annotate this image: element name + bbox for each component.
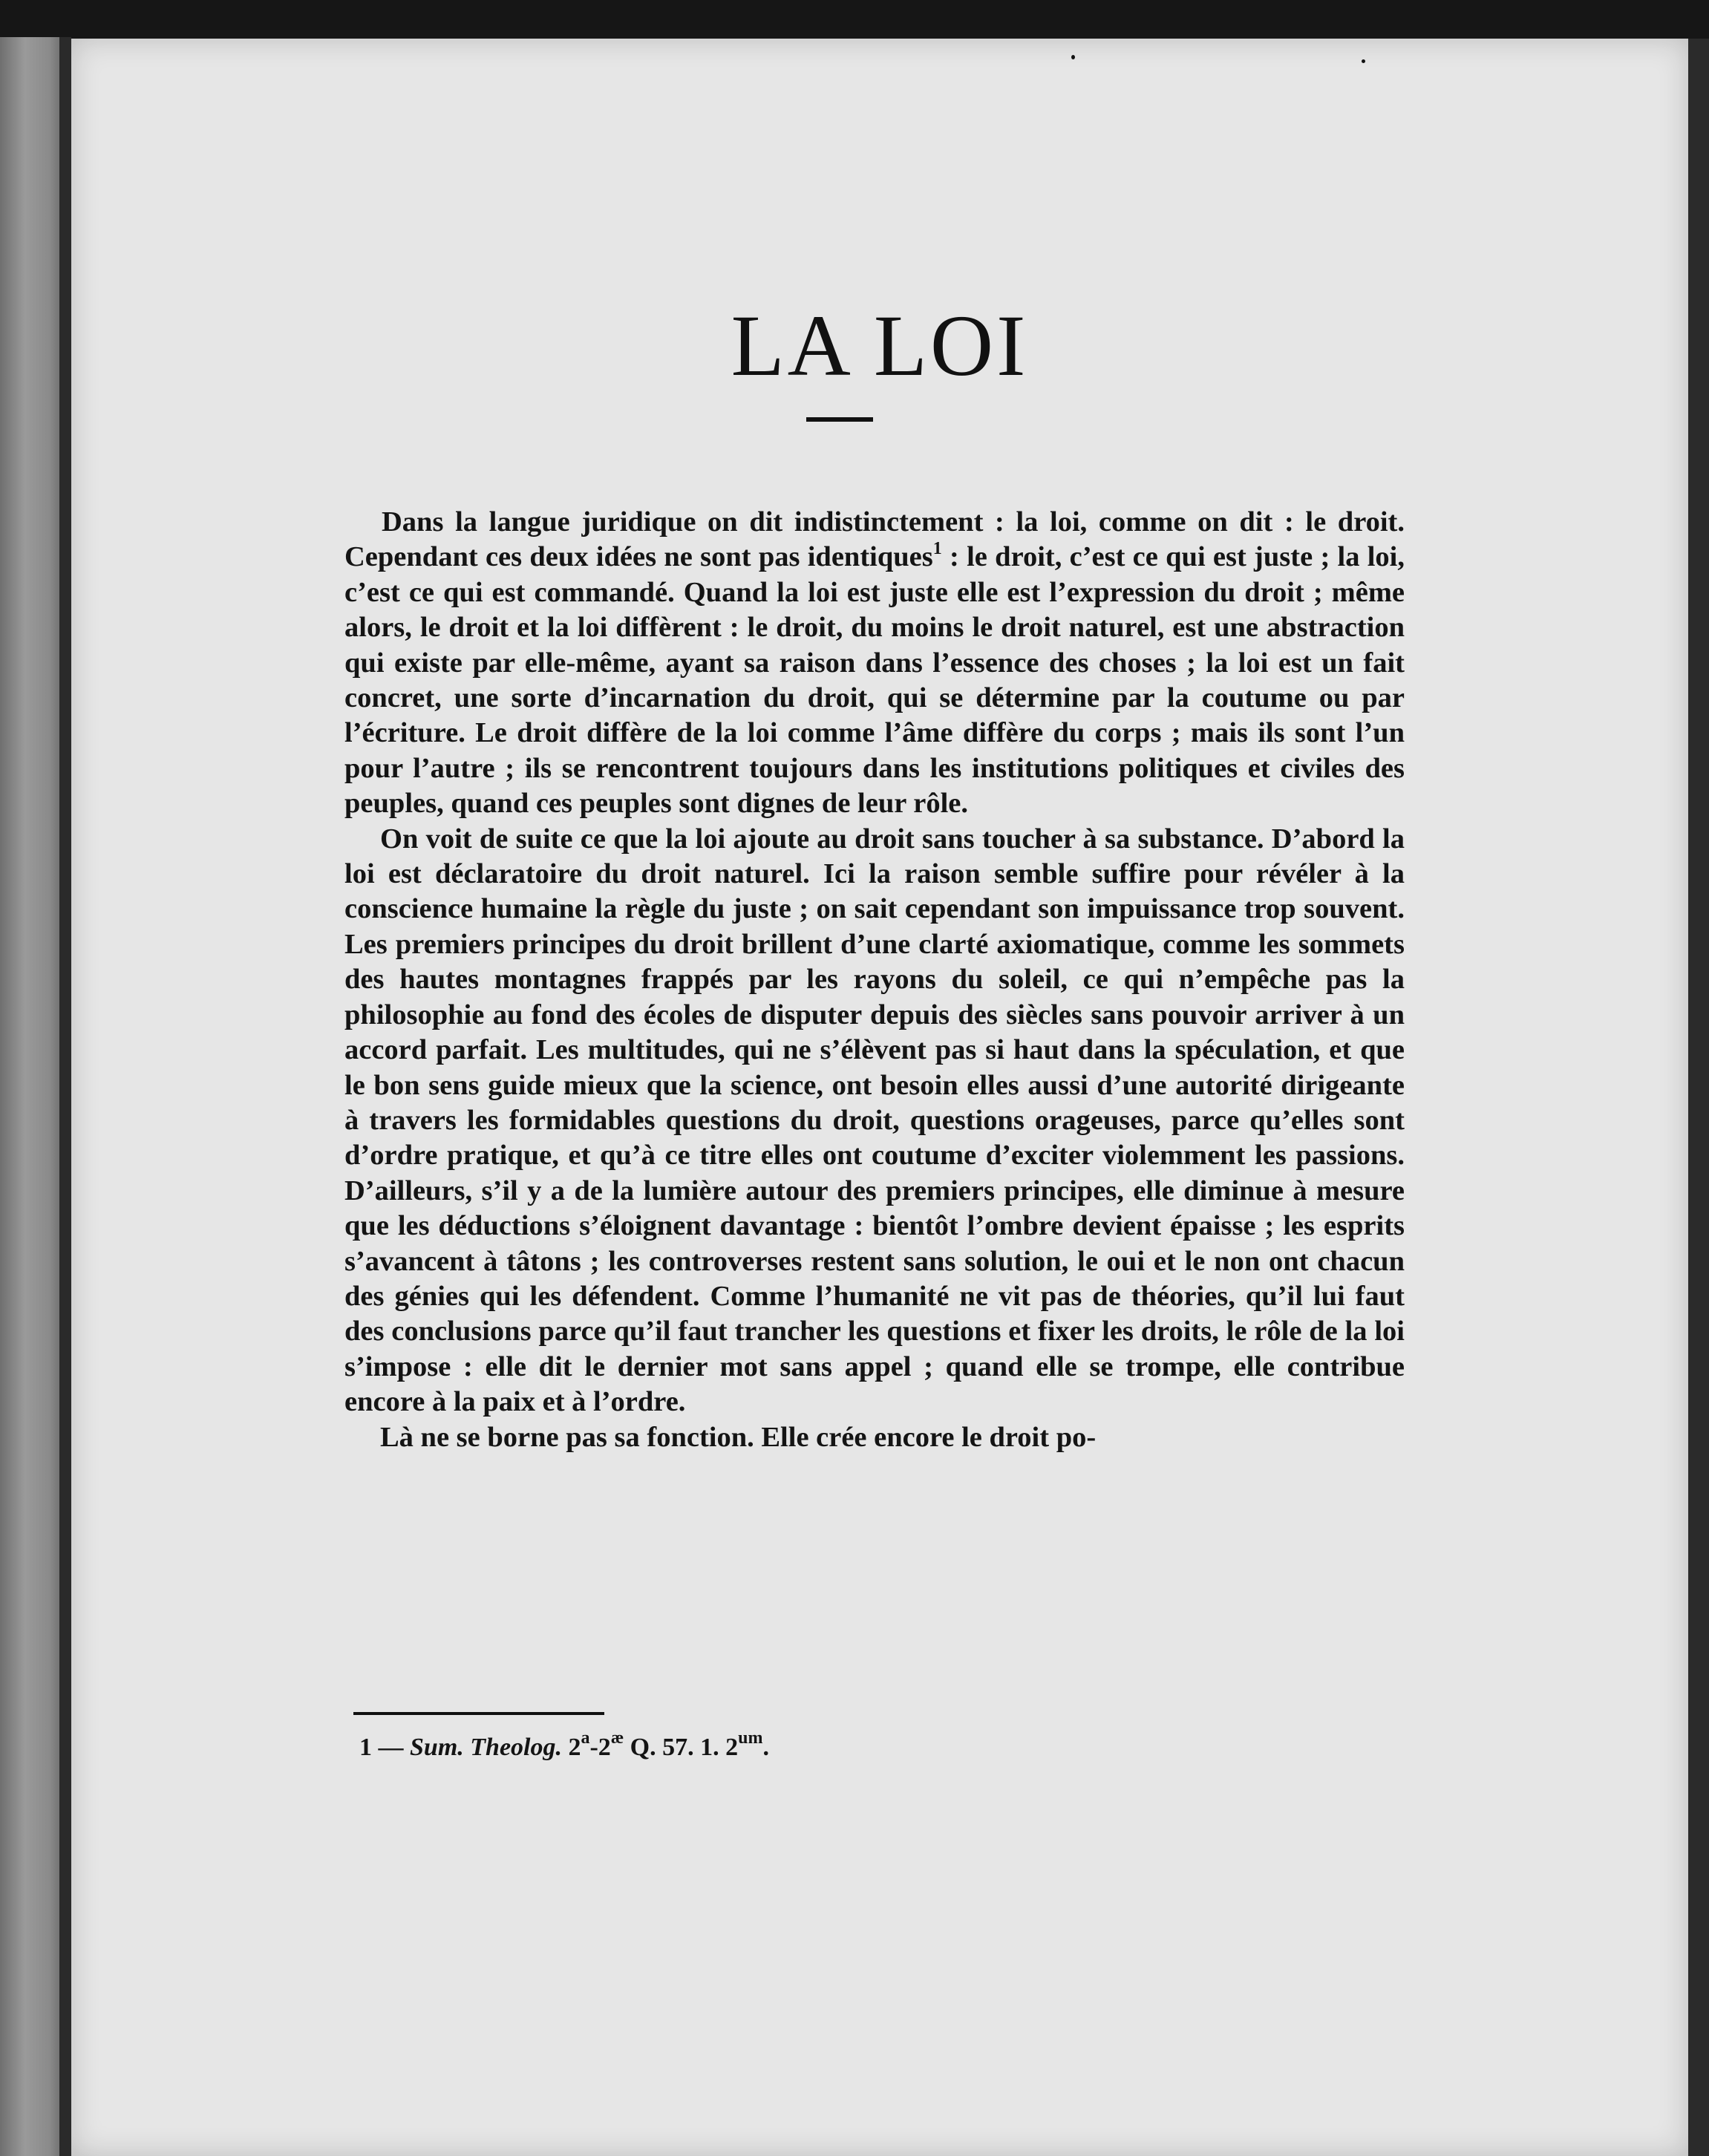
footnote-sep-sup: æ xyxy=(610,1728,624,1748)
book-page xyxy=(71,39,1688,2156)
footnote-part: 2 xyxy=(568,1734,581,1761)
paragraph-3: Là ne se borne pas sa fonction. Elle crée encore le droit po- xyxy=(380,1421,1097,1453)
paragraph-2: On voit de suite ce que la loi ajoute au droit sans toucher à sa substance. D’abord la loi est déclaratoire du droit naturel. Ici la raison semble suffire pour révéler à la conscience humaine la règle du juste ; on sait cependant son impuissance trop souvent. Les premiers principes du droit brillent d’une clarté axiomatique, comme les sommets des hautes montagnes frappés par les rayons du soleil, ce qui n’empêche pas la philosophie au fond des écoles de disputer depuis des siècles sans pouvoir arriver à un accord parfait. Les multitudes, qui ne s’élèvent pas si haut dans la spéculation, et que le bon sens guide mieux que la science, ont besoin elles aussi d’une autorité dirigeante à travers les formidables questions du droit, questions orageuses, parce qu’elles sont d’ordre pratique, et qu’à ce titre elles ont coutume d’exciter violemment les passions. D’ailleurs, s’il y a de la lumière autour des premiers principes, elle diminue à mesure que les déductions s’éloignent davantage : bientôt l’ombre devient épaisse ; les esprits s’avancent à tâtons ; les controverses restent sans solution, le oui et le non ont chacun des génies qui les défendent. Comme l’humanité ne vit pas de théories, qu’il lui faut des conclusions parce qu’il faut trancher les questions et fixer les droits, le rôle de la loi s’impose : elle dit le dernier mot sans appel ; quand elle se trompe, elle contribue encore à la paix et à l’ordre. xyxy=(344,823,1405,1418)
paragraph-1 xyxy=(344,505,1405,822)
footnote-reference[interactable]: 1 xyxy=(932,539,942,559)
paragraph-1-text-a: Dans la langue juridique on dit indistinctement : la loi, comme on dit : le droit. Cependant ces deux idées ne sont pas identiques xyxy=(344,506,1405,573)
chapter-title: LA LOI xyxy=(731,297,1029,394)
ink-speck xyxy=(1362,59,1365,63)
footnote xyxy=(359,1728,769,1762)
footnote-rule xyxy=(353,1712,604,1715)
binding-shadow xyxy=(59,37,71,2156)
footnote-part-sup: a xyxy=(581,1728,590,1748)
footnote-sep: -2 xyxy=(589,1734,611,1761)
footnote-marker: 1 — xyxy=(359,1734,404,1761)
footnote-question: Q. 57. 1. 2 xyxy=(630,1734,739,1761)
footnote-reference-title: Sum. Theolog. xyxy=(410,1734,562,1761)
ink-speck xyxy=(1071,55,1075,59)
footnote-question-sup: um xyxy=(738,1728,763,1748)
title-rule xyxy=(806,417,873,422)
paragraph-1-text-b: : le droit, c’est ce qui est juste ; la loi, c’est ce qui est commandé. Quand la loi est juste elle est l’expression du droit ; même alors, le droit et la loi diffèrent : le droit, du moins le droit naturel, est une abstraction qui existe par elle-même, ayant sa raison dans l’essence des choses ; la loi est un fait concret, une sorte d’incarnation du droit, qui se détermine par la coutume ou par l’écriture. Le droit diffère de la loi comme l’âme diffère du corps ; mais ils sont l’un pour l’autre ; ils se rencontrent toujours dans les institutions politiques et civiles des peuples, quand ces peuples sont dignes de leur rôle. xyxy=(344,541,1405,820)
body-text xyxy=(344,505,1405,1455)
footnote-end: . xyxy=(762,1734,769,1761)
